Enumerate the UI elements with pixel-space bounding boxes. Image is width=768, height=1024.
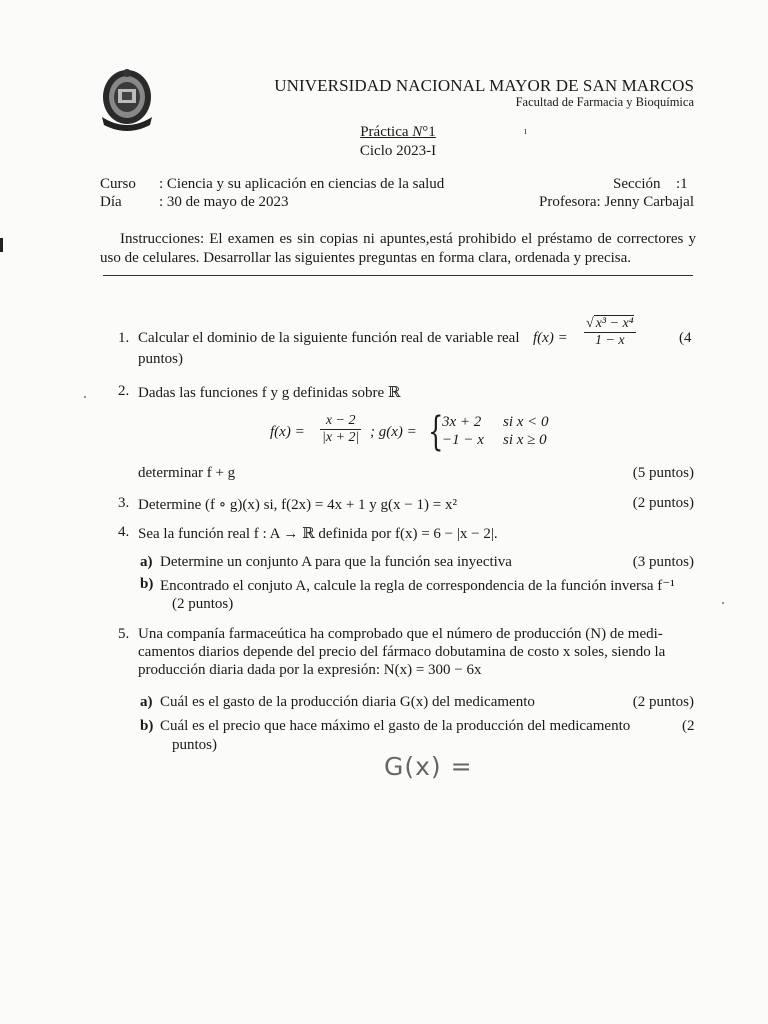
stray-mark: ı <box>524 125 528 137</box>
dia-value: : 30 de mayo de 2023 <box>159 194 289 210</box>
q3-text: Determine (f ∘ g)(x) si, f(2x) = 4x + 1 y g(x − 1) = x² <box>138 497 457 513</box>
q4b-points: (2 puntos) <box>172 596 234 612</box>
q5-line2: camentos diarios depende del precio del fármaco dobutamina de costo x soles, siendo la <box>138 644 666 660</box>
seccion-value: :1 <box>676 176 688 192</box>
q1-text: Calcular el dominio de la siguiente función real de variable real <box>138 330 520 346</box>
q5b-points-cont: puntos) <box>172 737 217 753</box>
practice-title: Práctica N°1 <box>360 124 436 140</box>
q2-text: Dadas las funciones f y g definidas sobre ℝ <box>138 385 401 401</box>
seccion-label: Sección <box>613 176 661 192</box>
q5a-label: a) <box>140 694 153 710</box>
curso-value: : Ciencia y su aplicación en ciencias de la salud <box>159 176 445 192</box>
q2-points: (5 puntos) <box>632 465 694 481</box>
q5-line3: producción diaria dada por la expresión: N(x) = 300 − 6x <box>138 662 482 678</box>
speck <box>84 396 86 398</box>
handwritten-note: G(x) = <box>384 752 473 781</box>
q4a-points: (3 puntos) <box>632 554 694 570</box>
q2-task: determinar f + g <box>138 465 236 481</box>
q4b-label: b) <box>140 576 154 592</box>
q4a-label: a) <box>140 554 153 570</box>
q5b-text: Cuál es el precio que hace máximo el gasto de la producción del medicamento <box>160 718 631 734</box>
q5b-label: b) <box>140 718 154 734</box>
instructions: Instrucciones: El examen es sin copias ni apuntes,está prohibido el préstamo de correctores y uso de celulares. Desarrollar las siguientes preguntas en forma clara, ordenada y precisa. <box>100 231 696 266</box>
q2-f-fraction: $\frac{x - 2}{|x + 2|}$ <box>322 413 360 445</box>
q3-number: 3. <box>118 495 130 511</box>
q2-gx: ; g(x) = <box>370 424 417 440</box>
q5b-points: (2 <box>682 718 695 734</box>
curso-label: Curso <box>100 176 136 192</box>
q5a-points: (2 puntos) <box>632 694 694 710</box>
q2-case1-expr: 3x + 2 <box>442 414 482 430</box>
profesora: Profesora: Jenny Carbajal <box>539 194 694 210</box>
q4-number: 4. <box>118 524 130 540</box>
q1-fraction: $\frac{\text{√ x³ − x⁴}}{1 - x}$ <box>586 316 634 348</box>
q1-fx: f(x) = <box>533 330 568 346</box>
q2-fx: f(x) = <box>270 424 305 440</box>
q5-number: 5. <box>118 626 130 642</box>
q1-number: 1. <box>118 330 130 346</box>
q4-text: Sea la función real f : A → ℝ definida por f(x) = 6 − |x − 2|. <box>138 526 498 542</box>
q5-line1: Una companía farmaceútica ha comprobado que el número de producción (N) de medi- <box>138 626 663 642</box>
q2-case2-cond: si x ≥ 0 <box>503 432 547 448</box>
q2-case2-expr: −1 − x <box>442 432 484 448</box>
scan-mark <box>0 238 3 252</box>
divider <box>103 275 693 276</box>
q1-points-cont: puntos) <box>138 351 183 367</box>
q2-number: 2. <box>118 383 130 399</box>
q4b-text: Encontrado el conjuto A, calcule la regla de correspondencia de la función inversa f⁻¹ <box>160 578 675 594</box>
q4a-text: Determine un conjunto A para que la función sea inyectiva <box>160 554 512 570</box>
q5a-text: Cuál es el gasto de la producción diaria G(x) del medicamento <box>160 694 535 710</box>
q2-case1-cond: si x < 0 <box>503 414 549 430</box>
university-name: UNIVERSIDAD NACIONAL MAYOR DE SAN MARCOS <box>274 76 694 95</box>
q1-points: (4 <box>679 330 692 346</box>
q3-points: (2 puntos) <box>632 495 694 511</box>
q2-brace: { <box>428 409 444 455</box>
cycle: Ciclo 2023-I <box>359 143 437 159</box>
dia-label: Día <box>100 194 122 210</box>
speck <box>722 602 724 604</box>
faculty-name: Facultad de Farmacia y Bioquímica <box>515 95 694 109</box>
university-seal <box>98 67 156 131</box>
